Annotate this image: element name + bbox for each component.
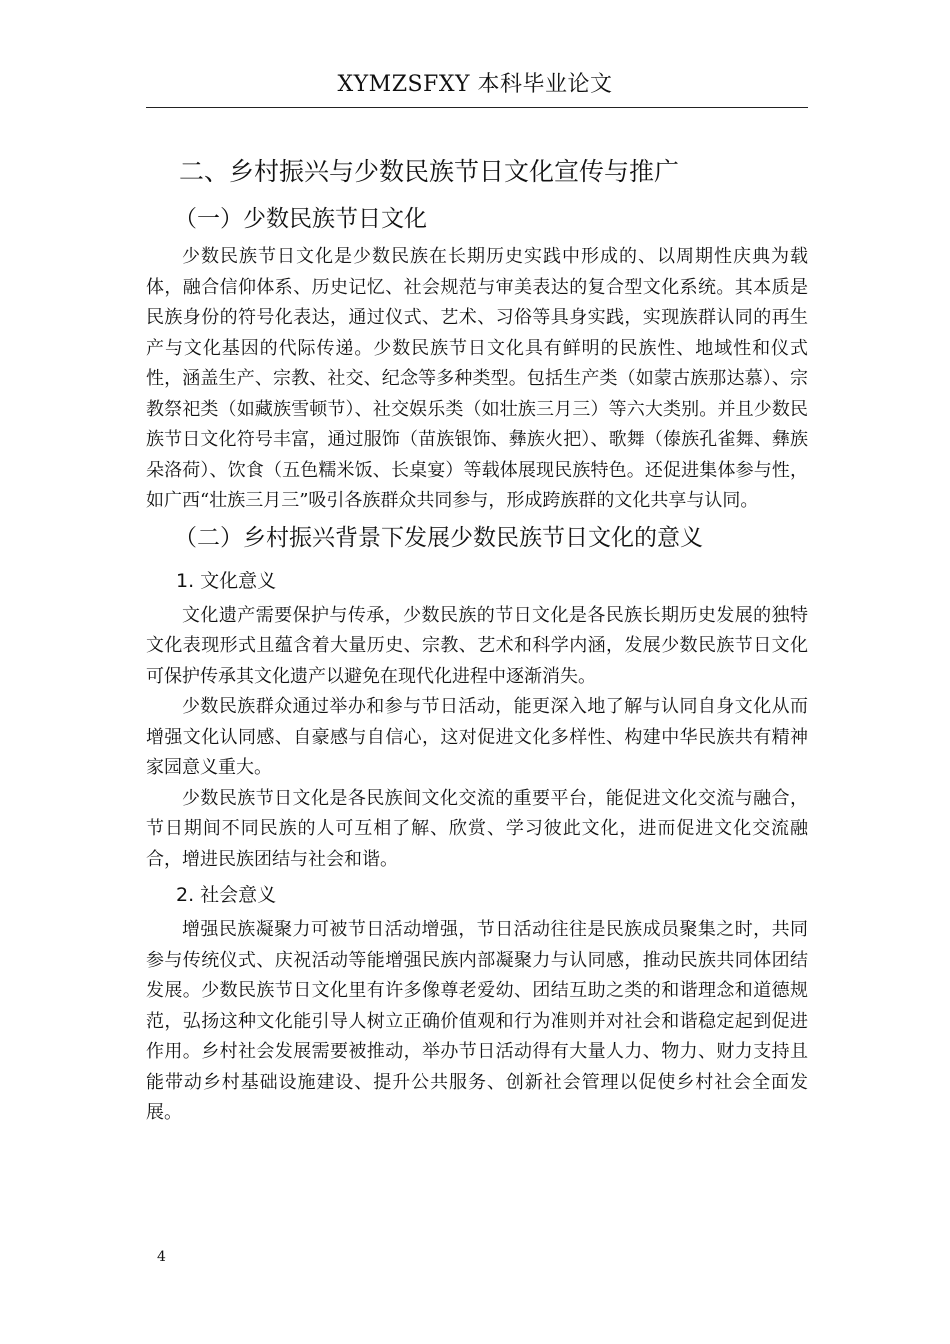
paragraph-cultural-2: 少数民族群众通过举办和参与节日活动，能更深入地了解与认同自身文化从而增强文化认同感、自豪感与自信心，这对促进文化多样性、构建中华民族共有精神家园意义重大。 — [146, 696, 808, 778]
item-heading-social: 2. 社会意义 — [176, 884, 277, 906]
page-number: 4 — [157, 1249, 166, 1265]
paragraph-social-1: 增强民族凝聚力可被节日活动增强，节日活动往往是民族成员聚集之时，共同参与传统仪式、庆祝活动等能增强民族内部凝聚力与认同感，推动民族共同体团结发展。少数民族节日文化里有许多像尊老爱幼、团结互助之类的和谐理念和道德规范，弘扬这种文化能引导人树立正确价值观和行为准则并对社会和谐稳定起到促进作用。乡村社会发展需要被推动，举办节日活动得有大量人力、物力、财力支持且能带动乡村基础设施建设、提升公共服务、创新社会管理以促使乡村社会全面发展。 — [146, 919, 808, 1123]
section-heading: 二、乡村振兴与少数民族节日文化宣传与推广 — [179, 157, 680, 186]
subsection-heading-one: （一）少数民族节日文化 — [174, 206, 427, 232]
paragraph-cultural-3: 少数民族节日文化是各民族间文化交流的重要平台，能促进文化交流与融合，节日期间不同民族的人可互相了解、欣赏、学习彼此文化，进而促进文化交流融合，增进民族团结与社会和谐。 — [146, 787, 808, 870]
running-header: XYMZSFXY 本科毕业论文 — [337, 72, 613, 97]
page-body — [146, 152, 808, 1129]
subsection-heading-two: （二）乡村振兴背景下发展少数民族节日文化的意义 — [174, 524, 703, 551]
item-heading-cultural: 1. 文化意义 — [176, 569, 277, 592]
paragraph-cultural-1: 文化遗产需要保护与传承，少数民族的节日文化是各民族长期历史发展的独特文化表现形式且蕴含着大量历史、宗教、艺术和科学内涵，发展少数民族节日文化可保护传承其文化遗产以避免在现代化进程中逐渐消失。 — [146, 604, 808, 687]
header-rule — [146, 107, 808, 108]
paragraph-festival-culture: 少数民族节日文化是少数民族在长期历史实践中形成的、以周期性庆典为载体，融合信仰体系、历史记忆、社会规范与审美表达的复合型文化系统。其本质是民族身份的符号化表达，通过仪式、艺术、习俗等具身实践，实现族群认同的再生产与文化基因的代际传递。少数民族节日文化具有鲜明的民族性、地域性和仪式性，涵盖生产、宗教、社交、纪念等多种类型。包括生产类（如蒙古族那达慕）、宗教祭祀类（如藏族雪顿节）、社交娱乐类（如壮族三月三）等六大类别。并且少数民族节日文化符号丰富，通过服饰（苗族银饰、彝族火把）、歌舞（傣族孔雀舞、彝族朵洛荷）、饮食（五色糯米饭、长桌宴）等载体展现民族特色。还促进集体参与性，如广西“壮族三月三”吸引各族群众共同参与，形成跨族群的文化共享与认同。 — [146, 246, 808, 511]
